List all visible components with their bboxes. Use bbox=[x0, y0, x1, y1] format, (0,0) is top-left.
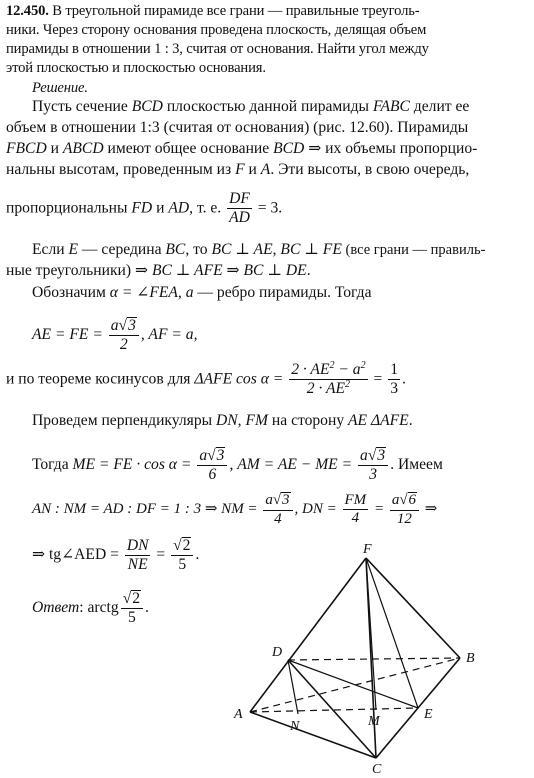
para2-line-2: ные треугольники) ⇒ BC ⊥ AFE ⇒ BC ⊥ DE. bbox=[6, 262, 311, 279]
para1-line-4: нальны высотам, проведенным из F и A. Эти высоты, в свою очередь, bbox=[6, 161, 470, 178]
equation-cos-law: и по теореме косинусов для ΔAFE cos α = $\frac{2 \cdot AE^2 - a^2}{2 \cdot AE^2}$ = $\frac{1}{3}$ . bbox=[6, 359, 406, 398]
label-f: F bbox=[363, 542, 372, 557]
para4: Проведем перпендикуляры DN, FM на сторону AE ΔAFE. bbox=[32, 412, 413, 429]
solution-heading: Решение. bbox=[32, 80, 88, 96]
problem-line-2: ники. Через сторону основания проведена плоскость, делящая объем bbox=[6, 22, 427, 38]
label-e: E bbox=[424, 707, 433, 722]
segment-db-hidden bbox=[288, 658, 460, 660]
problem-line-3: пирамиды в отношении 1 : 3, считая от основания. Найти угол между bbox=[6, 41, 429, 57]
label-m: M bbox=[368, 714, 380, 729]
label-d: D bbox=[272, 645, 283, 660]
edge-ab-hidden bbox=[250, 658, 460, 712]
problem-line-4: этой плоскостью и плоскостью основания. bbox=[6, 60, 266, 76]
pyramid-figure bbox=[228, 540, 528, 775]
label-b: B bbox=[466, 651, 475, 666]
edge-ac bbox=[250, 712, 376, 758]
label-c: C bbox=[372, 762, 382, 775]
problem-line-1: 12.450. В треугольной пирамиде все грани — правильные треуголь- bbox=[6, 3, 420, 19]
para1-line-5: пропорциональны FD и AD, т. е. $\frac{DF}{AD}$ = 3. bbox=[6, 190, 283, 227]
segment-dn bbox=[288, 660, 298, 714]
segment-de bbox=[288, 660, 418, 708]
equation-an-nm: AN : NM = AD : DF = 1 : 3 ⇒ NM = $\frac{a√3}{4}$ , DN = $\frac{FM}{4}$ = $\frac{a√6}{12}$ ⇒ bbox=[32, 491, 438, 527]
label-n: N bbox=[290, 719, 300, 734]
para3: Обозначим α = ∠FEA, a — ребро пирамиды. Тогда bbox=[32, 284, 372, 301]
para1-line-1: Пусть сечение BCD плоскостью данной пирамиды FABC делит ее bbox=[32, 98, 470, 115]
edge-fa bbox=[250, 558, 366, 712]
answer: Ответ: arctg $\frac{√2}{5}$ . bbox=[32, 590, 149, 627]
para1-line-2: объем в отношении 1:3 (считая от основания) (рис. 12.60). Пирамиды bbox=[6, 119, 469, 136]
para2-line-1: Если E — середина BC, то BC ⊥ AE, BC ⊥ FE (все грани — правиль- bbox=[32, 241, 486, 258]
equation-tg: ⇒ tg∠AED = $\frac{DN}{NE}$ = $\frac{√2}{5}$ . bbox=[32, 536, 200, 574]
problem-number: 12.450. bbox=[6, 3, 49, 19]
equation-ae-fe: AE = FE = $\frac{a√3}{2}$ , AF = a, bbox=[32, 317, 198, 354]
fraction-df-ad: $\frac{DF}{AD}$ bbox=[229, 190, 250, 227]
edge-fb bbox=[366, 558, 460, 658]
para1-line-3: FBCD и ABCD имеют общее основание BCD ⇒ их объемы пропорцио- bbox=[6, 140, 478, 157]
equation-me-am: Тогда ME = FE · cos α = $\frac{a√3}{6}$ , AM = AE − ME = $\frac{a√3}{3}$ . Имеем bbox=[32, 447, 443, 484]
label-a: A bbox=[234, 707, 243, 722]
